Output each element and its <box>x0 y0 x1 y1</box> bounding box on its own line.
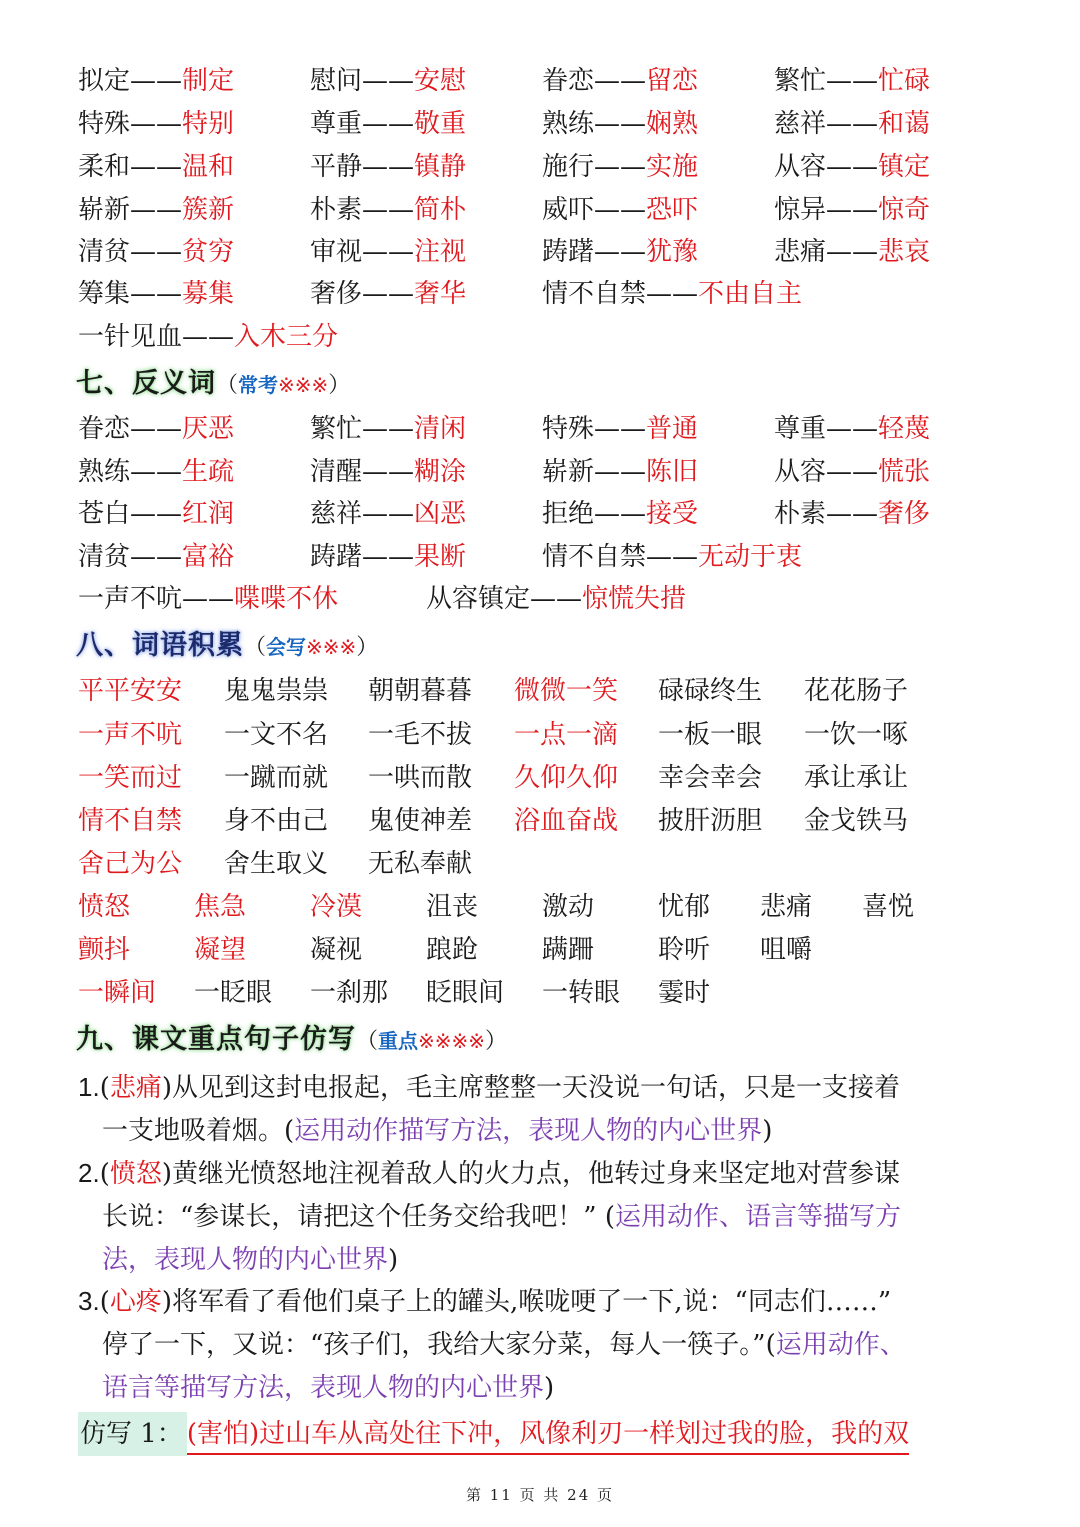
antonym-pair <box>426 578 686 620</box>
answer-word: 入木三分 <box>234 322 339 352</box>
dash: —— <box>130 414 183 444</box>
dash: —— <box>530 584 583 614</box>
synonym-pair <box>310 60 466 102</box>
antonym-pair <box>78 578 338 620</box>
vocab-word: 冷漠 <box>310 892 363 922</box>
synonym-pair <box>78 60 234 102</box>
dash: —— <box>362 66 415 96</box>
idiom: 一毛不拔 <box>368 720 473 750</box>
vocab-word: 踉跄 <box>426 935 479 965</box>
sentence-2-note-b: 法，表现人物的内心世界 <box>102 1245 389 1275</box>
word: 踌躇 <box>542 237 595 267</box>
antonym-pair <box>310 408 466 450</box>
answer-word: 镇静 <box>414 152 467 182</box>
section-8-note: 会写 <box>266 635 307 659</box>
dash: —— <box>594 152 647 182</box>
vocab-word: 一瞬间 <box>78 978 157 1008</box>
answer-word: 温和 <box>182 152 235 182</box>
dash: —— <box>826 66 879 96</box>
word: 一声不吭 <box>78 584 183 614</box>
answer-word: 简朴 <box>414 195 467 225</box>
dash: —— <box>594 414 647 444</box>
dash: —— <box>130 109 183 139</box>
idiom: 一蹴而就 <box>224 763 329 793</box>
dash: —— <box>826 499 879 529</box>
dash: —— <box>362 152 415 182</box>
vocab-word: 忧郁 <box>658 892 711 922</box>
dash: —— <box>362 109 415 139</box>
synonym-pair <box>542 231 698 273</box>
idiom: 舍己为公 <box>78 849 183 879</box>
section-8-title: 八、词语积累 <box>76 630 244 661</box>
answer-word: 陈旧 <box>646 457 699 487</box>
answer-word: 惊慌失措 <box>582 584 687 614</box>
word: 从容 <box>774 152 827 182</box>
antonym-pair <box>310 536 466 578</box>
vocab-word: 沮丧 <box>426 892 479 922</box>
antonym-pair <box>542 408 698 450</box>
word: 清贫 <box>78 237 131 267</box>
vocab-word: 愤怒 <box>78 892 131 922</box>
dash: —— <box>594 109 647 139</box>
sentence-3-note-b: 语言等描写方法，表现人物的内心世界 <box>102 1373 545 1403</box>
section-7-header: 七、反义词（常考※※※） <box>76 368 351 399</box>
dash: —— <box>130 279 183 309</box>
word: 慈祥 <box>310 499 363 529</box>
idiom: 一板一眼 <box>658 720 763 750</box>
vocab-word: 喜悦 <box>862 892 915 922</box>
answer-word: 果断 <box>414 542 467 572</box>
word: 熟练 <box>78 457 131 487</box>
answer-word: 普通 <box>646 414 699 444</box>
sentence-2-note-a: 运用动作、语言等描写方 <box>615 1202 902 1232</box>
vocab-word: 激动 <box>542 892 595 922</box>
synonym-pair <box>78 231 234 273</box>
dash: —— <box>130 66 183 96</box>
dash: —— <box>182 584 235 614</box>
sentence-1-note: 运用动作描写方法，表现人物的内心世界 <box>294 1116 763 1146</box>
dash: —— <box>826 109 879 139</box>
section-7-stars: ※※※ <box>278 373 329 397</box>
dash: —— <box>362 195 415 225</box>
antonym-pair <box>542 493 698 535</box>
answer-word: 制定 <box>182 66 235 96</box>
idiom: 微微一笑 <box>514 676 619 706</box>
dash: —— <box>826 152 879 182</box>
dash: —— <box>826 414 879 444</box>
antonym-pair <box>542 536 802 578</box>
vocab-word: 凝望 <box>194 935 247 965</box>
word: 慈祥 <box>774 109 827 139</box>
answer-word: 安慰 <box>414 66 467 96</box>
synonym-pair <box>310 273 466 315</box>
antonym-pair <box>774 451 930 493</box>
answer-word: 特别 <box>182 109 235 139</box>
idiom: 披肝沥胆 <box>658 806 763 836</box>
section-9-title: 九、课文重点句子仿写 <box>76 1024 356 1055</box>
idiom: 鬼鬼祟祟 <box>224 676 329 706</box>
vocab-word: 一刹那 <box>310 978 389 1008</box>
word: 平静 <box>310 152 363 182</box>
idiom: 一饮一啄 <box>804 720 909 750</box>
dash: —— <box>594 499 647 529</box>
idiom: 鬼使神差 <box>368 806 473 836</box>
answer-word: 留恋 <box>646 66 699 96</box>
word: 从容 <box>774 457 827 487</box>
sentence-1: 1.(悲痛)从见到这封电报起，毛主席整整一天没说一句话，只是一支接着 一支地吸着烟。(运用动作描写方法，表现人物的内心世界) <box>78 1072 901 1146</box>
dash: —— <box>826 457 879 487</box>
idiom: 舍生取义 <box>224 849 329 879</box>
word: 情不自禁 <box>542 279 647 309</box>
idiom: 情不自禁 <box>78 806 183 836</box>
word: 慰问 <box>310 66 363 96</box>
synonym-pair <box>542 60 698 102</box>
word: 威吓 <box>542 195 595 225</box>
dash: —— <box>130 152 183 182</box>
word: 眷恋 <box>542 66 595 96</box>
answer-word: 镇定 <box>878 152 931 182</box>
dash: —— <box>182 322 235 352</box>
answer-word: 贫穷 <box>182 237 235 267</box>
synonym-pair <box>542 189 698 231</box>
section-7-note: 常考 <box>238 373 279 397</box>
answer-word: 厌恶 <box>182 414 235 444</box>
word: 繁忙 <box>310 414 363 444</box>
word: 朴素 <box>310 195 363 225</box>
vocab-word: 咀嚼 <box>760 935 813 965</box>
synonym-pair <box>774 231 930 273</box>
current-page: 11 <box>489 1486 513 1504</box>
answer-word: 凶恶 <box>414 499 467 529</box>
word: 惊异 <box>774 195 827 225</box>
synonym-pair <box>78 189 234 231</box>
antonym-pair <box>542 451 698 493</box>
answer-word: 慌张 <box>878 457 931 487</box>
dash: —— <box>362 542 415 572</box>
vocab-word: 聆听 <box>658 935 711 965</box>
answer-word: 忙碌 <box>878 66 931 96</box>
word: 崭新 <box>78 195 131 225</box>
word: 踌躇 <box>310 542 363 572</box>
word: 一针见血 <box>78 322 183 352</box>
synonym-pair <box>774 103 930 145</box>
answer-word: 无动于衷 <box>698 542 803 572</box>
dash: —— <box>130 195 183 225</box>
section-9-stars: ※※※※ <box>418 1029 486 1053</box>
vocab-word: 霎时 <box>658 978 711 1008</box>
answer-word: 接受 <box>646 499 699 529</box>
vocab-word: 眨眼间 <box>426 978 505 1008</box>
word: 特殊 <box>542 414 595 444</box>
answer-word: 红润 <box>182 499 235 529</box>
synonym-pair <box>310 231 466 273</box>
word: 熟练 <box>542 109 595 139</box>
vocab-word: 蹒跚 <box>542 935 595 965</box>
word: 施行 <box>542 152 595 182</box>
idiom: 浴血奋战 <box>514 806 619 836</box>
word: 柔和 <box>78 152 131 182</box>
synonym-pair <box>78 316 338 358</box>
section-8-stars: ※※※ <box>306 635 357 659</box>
answer-word: 轻蔑 <box>878 414 931 444</box>
answer-word: 簇新 <box>182 195 235 225</box>
word: 尊重 <box>774 414 827 444</box>
vocab-word: 一眨眼 <box>194 978 273 1008</box>
word: 拒绝 <box>542 499 595 529</box>
answer-word: 奢华 <box>414 279 467 309</box>
vocab-word: 悲痛 <box>760 892 813 922</box>
answer-word: 喋喋不休 <box>234 584 339 614</box>
synonym-pair <box>774 189 930 231</box>
total-pages: 24 <box>567 1486 591 1504</box>
synonym-pair <box>78 146 234 188</box>
dash: —— <box>362 499 415 529</box>
idiom: 承让承让 <box>804 763 909 793</box>
answer-word: 惊奇 <box>878 195 931 225</box>
section-8-header: 八、词语积累（会写※※※） <box>76 630 379 661</box>
answer-word: 恐吓 <box>646 195 699 225</box>
answer-word: 娴熟 <box>646 109 699 139</box>
dash: —— <box>646 542 699 572</box>
answer-word: 不由自主 <box>698 279 803 309</box>
answer-word: 和蔼 <box>878 109 931 139</box>
word: 从容镇定 <box>426 584 531 614</box>
synonym-pair <box>78 273 234 315</box>
vocab-word: 焦急 <box>194 892 247 922</box>
answer-word: 清闲 <box>414 414 467 444</box>
word: 拟定 <box>78 66 131 96</box>
antonym-pair <box>774 408 930 450</box>
idiom: 金戈铁马 <box>804 806 909 836</box>
idiom: 身不由己 <box>224 806 329 836</box>
word: 尊重 <box>310 109 363 139</box>
word: 繁忙 <box>774 66 827 96</box>
synonym-pair <box>310 146 466 188</box>
vocab-word: 颤抖 <box>78 935 131 965</box>
antonym-pair <box>78 408 234 450</box>
word: 清贫 <box>78 542 131 572</box>
synonym-pair <box>310 189 466 231</box>
word: 苍白 <box>78 499 131 529</box>
answer-word: 悲哀 <box>878 237 931 267</box>
idiom: 平平安安 <box>78 676 183 706</box>
dash: —— <box>362 237 415 267</box>
word: 清醒 <box>310 457 363 487</box>
dash: —— <box>594 237 647 267</box>
antonym-pair <box>310 493 466 535</box>
word: 情不自禁 <box>542 542 647 572</box>
dash: —— <box>130 542 183 572</box>
sentence-2: 2.(愤怒)黄继光愤怒地注视着敌人的火力点，他转过身来坚定地对营参谋 长说：“参谋长，请把这个任务交给我吧！” (运用动作、语言等描写方 法，表现人物的内心世界) <box>78 1158 902 1275</box>
practice-text: (害怕)过山车从高处往下冲，风像利刃一样划过我的脸，我的双 <box>187 1415 909 1455</box>
sentence-3: 3.(心疼)将军看了看他们桌子上的罐头,喉咙哽了一下,说：“同志们……” 停了一下，又说：“孩子们，我给大家分菜，每人一筷子。”(运用动作、 语言等描写方法，表现人物的内心世界) <box>78 1286 906 1403</box>
answer-word: 敬重 <box>414 109 467 139</box>
word: 眷恋 <box>78 414 131 444</box>
word: 崭新 <box>542 457 595 487</box>
dash: —— <box>594 195 647 225</box>
practice-label: 仿写 1： <box>78 1412 187 1456</box>
word: 朴素 <box>774 499 827 529</box>
synonym-pair <box>774 146 930 188</box>
antonym-pair <box>774 493 930 535</box>
vocab-word: 凝视 <box>310 935 363 965</box>
answer-word: 募集 <box>182 279 235 309</box>
sentence-3-note-a: 运用动作、 <box>775 1330 906 1360</box>
idiom: 幸会幸会 <box>658 763 763 793</box>
dash: —— <box>646 279 699 309</box>
dash: —— <box>362 457 415 487</box>
page-footer: 第 11 页 共 24 页 <box>465 1486 615 1504</box>
dash: —— <box>826 195 879 225</box>
synonym-pair <box>310 103 466 145</box>
dash: —— <box>362 279 415 309</box>
idiom: 久仰久仰 <box>514 763 619 793</box>
answer-word: 犹豫 <box>646 237 699 267</box>
dash: —— <box>362 414 415 444</box>
synonym-pair <box>542 146 698 188</box>
answer-word: 生疏 <box>182 457 235 487</box>
word: 审视 <box>310 237 363 267</box>
antonym-pair <box>78 493 234 535</box>
synonym-pair <box>542 273 802 315</box>
section-9-note: 重点 <box>378 1029 419 1053</box>
idiom: 一笑而过 <box>78 763 183 793</box>
word: 筹集 <box>78 279 131 309</box>
answer-word: 奢侈 <box>878 499 931 529</box>
dash: —— <box>594 457 647 487</box>
word: 奢侈 <box>310 279 363 309</box>
synonym-pair <box>774 60 930 102</box>
answer-word: 富裕 <box>182 542 235 572</box>
vocab-word: 一转眼 <box>542 978 621 1008</box>
dash: —— <box>130 237 183 267</box>
answer-word: 实施 <box>646 152 699 182</box>
answer-word: 注视 <box>414 237 467 267</box>
word: 特殊 <box>78 109 131 139</box>
idiom: 一点一滴 <box>514 720 619 750</box>
synonym-pair <box>78 103 234 145</box>
antonym-pair <box>310 451 466 493</box>
synonym-pair <box>542 103 698 145</box>
word: 悲痛 <box>774 237 827 267</box>
idiom: 朝朝暮暮 <box>368 676 473 706</box>
idiom: 花花肠子 <box>804 676 909 706</box>
antonym-pair <box>78 536 234 578</box>
idiom: 一哄而散 <box>368 763 473 793</box>
idiom: 一声不吭 <box>78 720 183 750</box>
dash: —— <box>594 66 647 96</box>
practice-line <box>78 1412 909 1456</box>
dash: —— <box>826 237 879 267</box>
answer-word: 糊涂 <box>414 457 467 487</box>
dash: —— <box>130 499 183 529</box>
section-9-header: 九、课文重点句子仿写（重点※※※※） <box>76 1024 508 1055</box>
dash: —— <box>130 457 183 487</box>
antonym-pair <box>78 451 234 493</box>
section-7-title: 七、反义词 <box>76 368 216 399</box>
idiom: 碌碌终生 <box>658 676 763 706</box>
idiom: 一文不名 <box>224 720 329 750</box>
idiom: 无私奉献 <box>368 849 473 879</box>
